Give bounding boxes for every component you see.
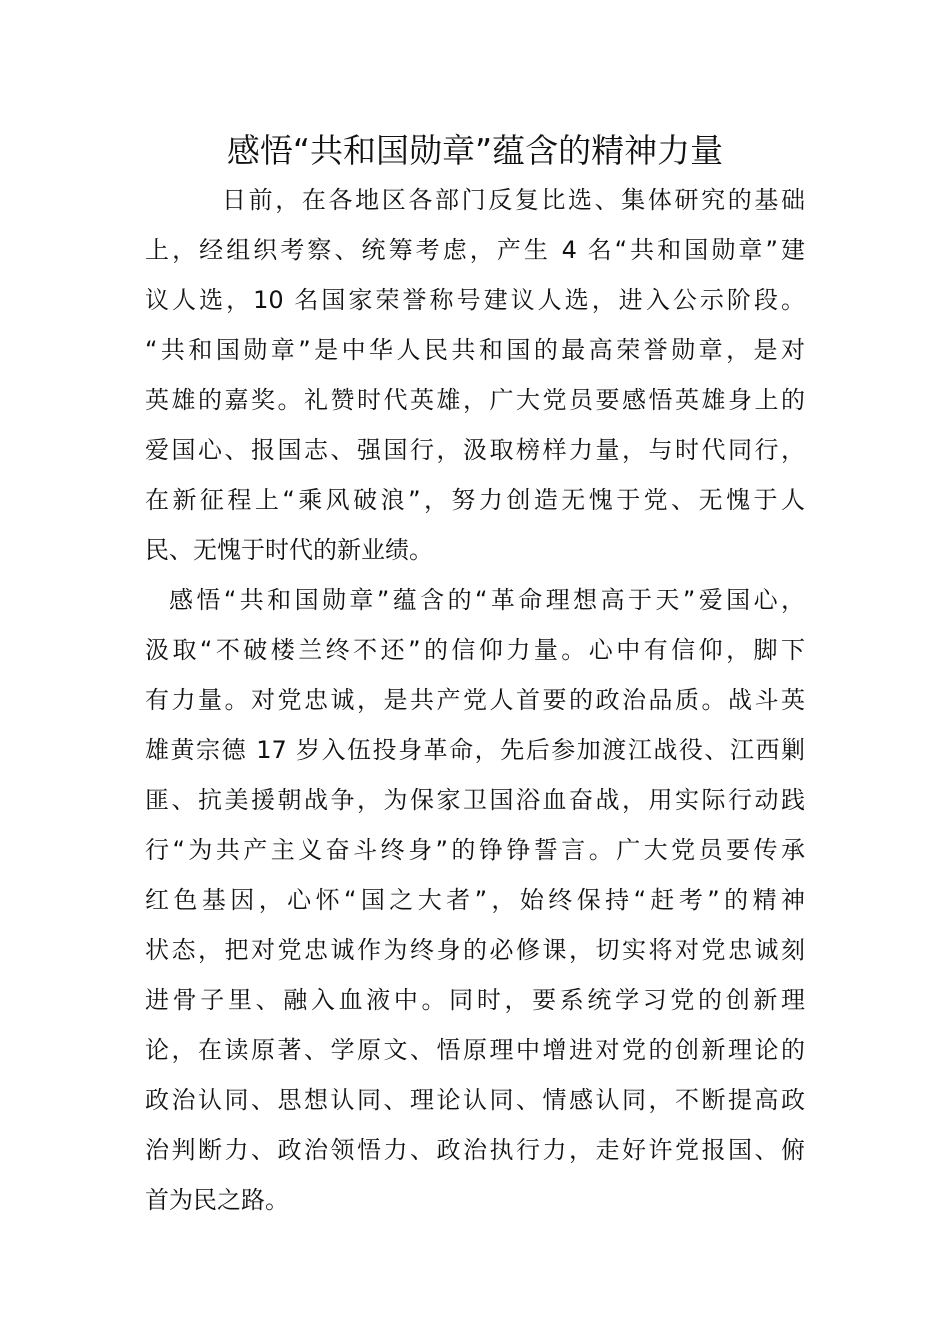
paragraph-2-line-8: 状态，把对党忠诚作为终身的必修课，切实将对党忠诚刻 bbox=[145, 936, 805, 964]
paragraph-2-line-4: 雄黄宗德 17 岁入伍投身革命，先后参加渡江战役、江西剿 bbox=[145, 736, 805, 764]
paragraph-1-line-4: “共和国勋章”是中华人民共和国的最高荣誉勋章，是对 bbox=[145, 336, 805, 364]
paragraph-2-line-9: 进骨子里、融入血液中。同时，要系统学习党的创新理 bbox=[145, 986, 805, 1014]
paragraph-2-line-1: 感悟“共和国勋章”蕴含的“革命理想高于天”爱国心， bbox=[169, 586, 805, 614]
paragraph-2-line-6: 行“为共产主义奋斗终身”的铮铮誓言。广大党员要传承 bbox=[145, 836, 805, 864]
paragraph-2-line-2: 汲取“不破楼兰终不还”的信仰力量。心中有信仰，脚下 bbox=[145, 636, 805, 664]
paragraph-1-line-6: 爱国心、报国志、强国行，汲取榜样力量，与时代同行， bbox=[145, 436, 805, 464]
paragraph-2-line-12: 治判断力、政治领悟力、政治执行力，走好许党报国、俯 bbox=[145, 1136, 805, 1164]
document-title: 感悟“共和国勋章”蕴含的精神力量 bbox=[226, 131, 724, 170]
paragraph-1-line-3: 议人选，10 名国家荣誉称号建议人选，进入公示阶段。 bbox=[145, 286, 805, 314]
paragraph-1-line-7: 在新征程上“乘风破浪”，努力创造无愧于党、无愧于人 bbox=[145, 486, 805, 514]
paragraph-1-line-8: 民、无愧于时代的新业绩。 bbox=[145, 536, 433, 564]
paragraph-2-line-13: 首为民之路。 bbox=[145, 1186, 289, 1214]
paragraph-2-line-10: 论，在读原著、学原文、悟原理中增进对党的创新理论的 bbox=[145, 1036, 805, 1064]
paragraph-1-line-5: 英雄的嘉奖。礼赞时代英雄，广大党员要感悟英雄身上的 bbox=[145, 386, 805, 414]
paragraph-1-line-1: 日前，在各地区各部门反复比选、集体研究的基础 bbox=[222, 186, 805, 214]
paragraph-2-line-11: 政治认同、思想认同、理论认同、情感认同，不断提高政 bbox=[145, 1086, 805, 1114]
paragraph-1-line-2: 上，经组织考察、统筹考虑，产生 4 名“共和国勋章”建 bbox=[145, 236, 805, 264]
paragraph-2-line-7: 红色基因，心怀“国之大者”，始终保持“赶考”的精神 bbox=[145, 886, 805, 914]
paragraph-2-line-3: 有力量。对党忠诚，是共产党人首要的政治品质。战斗英 bbox=[145, 686, 805, 714]
paragraph-2-line-5: 匪、抗美援朝战争，为保家卫国浴血奋战，用实际行动践 bbox=[145, 786, 805, 814]
